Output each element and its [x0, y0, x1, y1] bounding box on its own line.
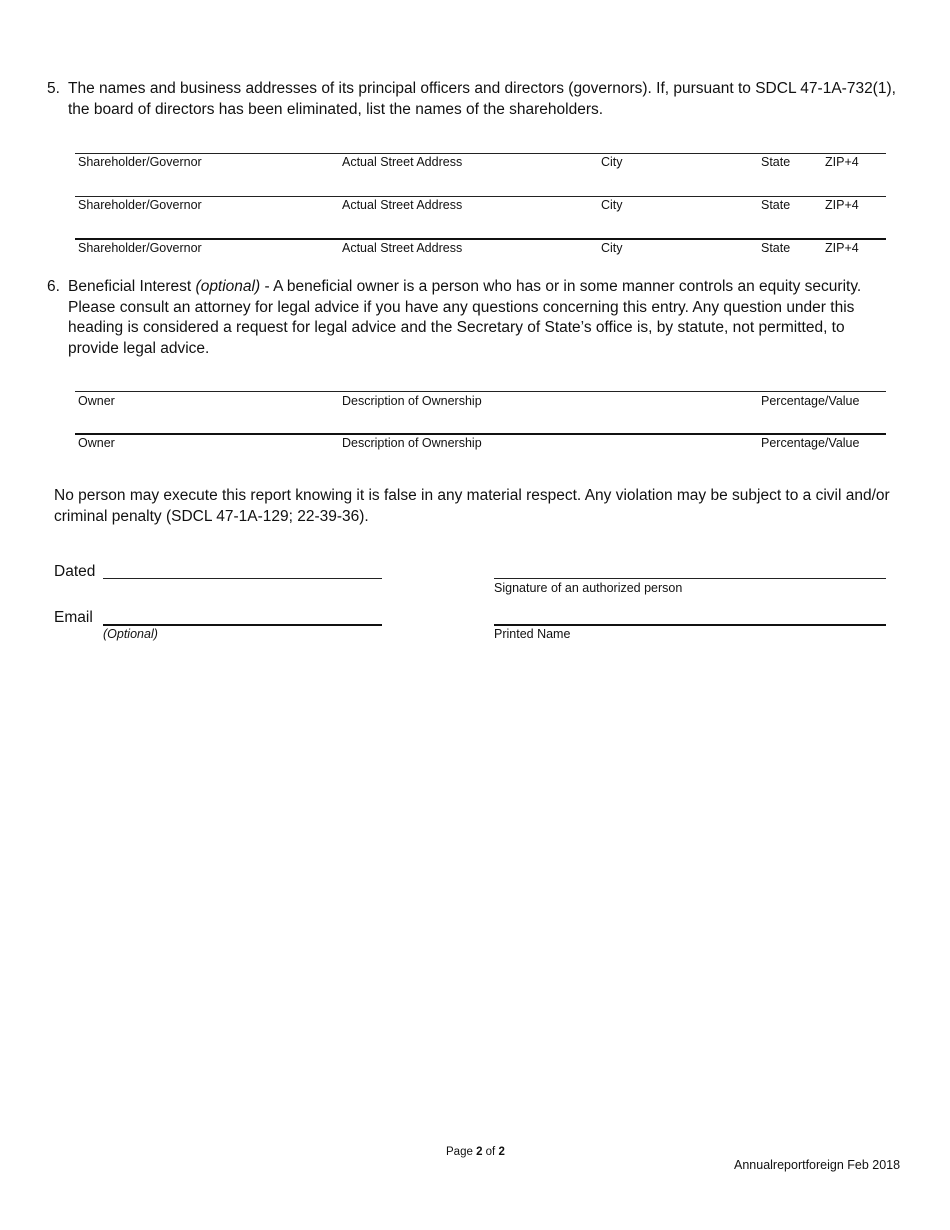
printed-name-caption: Printed Name: [494, 627, 571, 641]
dated-label: Dated: [54, 563, 96, 580]
officers-row-2-city-label: City: [601, 198, 623, 212]
officers-row-1-zip-label: ZIP+4: [825, 155, 859, 169]
section6-paragraph: [68, 277, 880, 359]
signature-field[interactable]: [494, 578, 886, 579]
ownership-row-2-line: [75, 433, 886, 435]
section6-text: - A beneficial owner is a person who has or in some manner controls an equity security. Please consult an attorney for legal advice if you have any questions concerning this entry. Any question under this heading is considered a request for legal advice and the Secretary of State’s office is, by statute, not permitted, to provide legal advice.: [68, 278, 862, 357]
officers-row-2-line: [75, 196, 886, 197]
ownership-row-1-description-label: Description of Ownership: [342, 394, 482, 408]
dated-field[interactable]: [103, 578, 382, 579]
email-label: Email: [54, 609, 93, 626]
officers-row-2-name-label: Shareholder/Governor: [78, 198, 202, 212]
email-optional-note: (Optional): [103, 627, 158, 641]
section5-text: The names and business addresses of its principal officers and directors (governors). If, pursuant to SDCL 47-1A-732(1), the board of directors has been eliminated, list the names of the shareholders.: [68, 80, 896, 118]
officers-row-3-state-label: State: [761, 241, 791, 255]
officers-row-3-address-label: Actual Street Address: [342, 241, 463, 255]
page-of: of: [482, 1146, 499, 1158]
officers-row-2-zip-label: ZIP+4: [825, 198, 859, 212]
officers-row-3-name-label: Shareholder/Governor: [78, 241, 202, 255]
section6-number: 6.: [47, 278, 60, 295]
penalty-statement: No person may execute this report knowing it is false in any material respect. Any violation may be subject to a civil and/or criminal penalty (SDCL 47-1A-129; 22-39-36).: [54, 487, 890, 525]
officers-row-2-address-label: Actual Street Address: [342, 198, 463, 212]
section6-optional: (optional): [195, 278, 261, 295]
page-prefix: Page: [446, 1146, 477, 1158]
page-current: 2: [476, 1146, 483, 1158]
ownership-row-2-owner-label: Owner: [78, 436, 115, 450]
page-total: 2: [498, 1146, 505, 1158]
officers-row-1-city-label: City: [601, 155, 623, 169]
printed-name-field[interactable]: [494, 624, 886, 626]
officers-row-1-name-label: Shareholder/Governor: [78, 155, 202, 169]
officers-row-1-state-label: State: [761, 155, 791, 169]
ownership-row-1-value-label: Percentage/Value: [761, 394, 860, 408]
officers-row-3-zip-label: ZIP+4: [825, 241, 859, 255]
email-field[interactable]: [103, 624, 382, 626]
ownership-row-1-line: [75, 391, 886, 392]
section6-lead: Beneficial Interest: [68, 278, 192, 295]
ownership-row-2-value-label: Percentage/Value: [761, 436, 860, 450]
signature-caption: Signature of an authorized person: [494, 581, 683, 595]
form-identifier: Annualreportforeign Feb 2018: [734, 1158, 901, 1172]
section5-number: 5.: [47, 80, 60, 97]
ownership-row-2-description-label: Description of Ownership: [342, 436, 482, 450]
officers-row-3-line: [75, 238, 886, 240]
officers-row-1-line: [75, 153, 886, 154]
officers-row-2-state-label: State: [761, 198, 791, 212]
officers-row-3-city-label: City: [601, 241, 623, 255]
officers-row-1-address-label: Actual Street Address: [342, 155, 463, 169]
ownership-row-1-owner-label: Owner: [78, 394, 115, 408]
page-number: [446, 1145, 505, 1159]
